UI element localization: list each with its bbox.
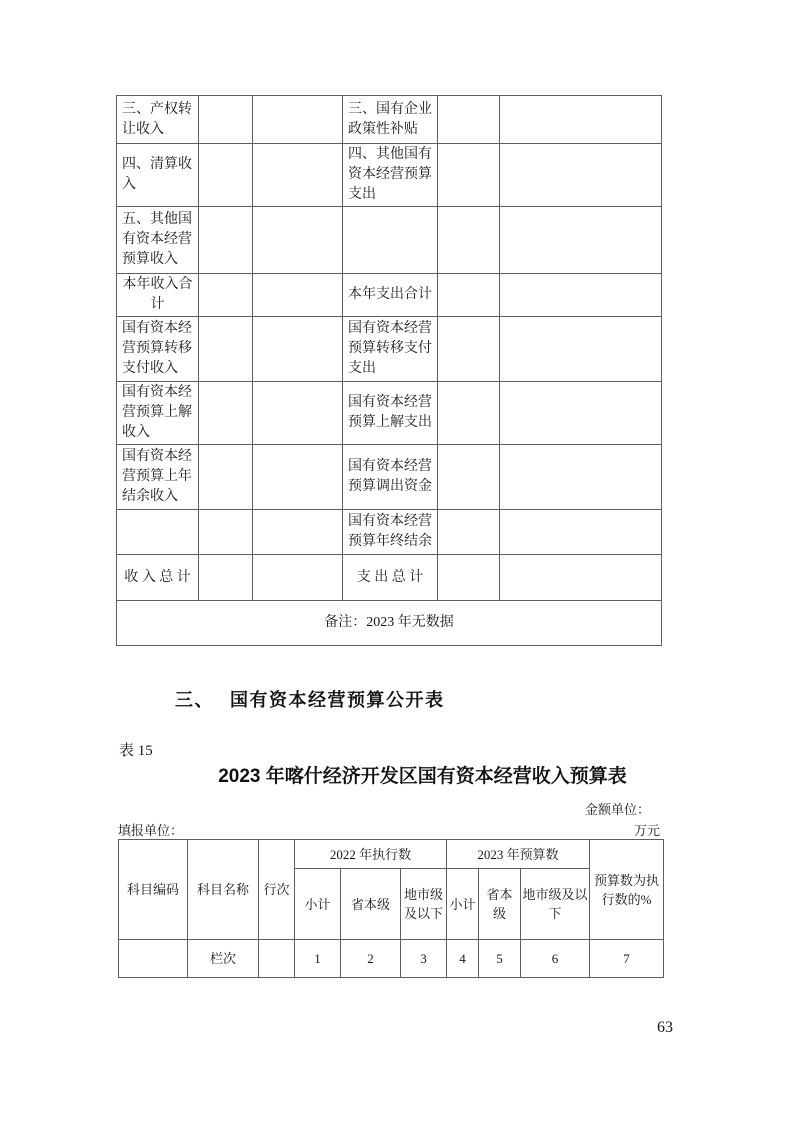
column-index-3: 3 xyxy=(401,940,447,978)
empty-amount-cell xyxy=(500,510,662,555)
empty-amount-cell xyxy=(199,207,253,274)
income-item-label: 四、清算收入 xyxy=(117,144,199,207)
header-municipal-2022: 地市级及以下 xyxy=(401,869,447,940)
income-budget-table xyxy=(118,839,664,978)
table-title: 2023 年喀什经济开发区国有资本经营收入预算表 xyxy=(218,766,627,787)
table-row xyxy=(117,445,662,510)
column-index-1: 1 xyxy=(295,940,341,978)
table-row xyxy=(117,510,662,555)
column-index-4: 4 xyxy=(447,940,479,978)
empty-amount-cell xyxy=(253,317,343,382)
income-item-label: 本年收入合计 xyxy=(117,274,199,317)
header-line-no: 行次 xyxy=(259,840,295,940)
table-row xyxy=(117,96,662,144)
table-row xyxy=(117,382,662,445)
empty-amount-cell xyxy=(438,96,500,144)
header-subject-code: 科目编码 xyxy=(119,840,188,940)
empty-amount-cell xyxy=(438,510,500,555)
income-item-label: 五、其他国有资本经营预算收入 xyxy=(117,207,199,274)
expense-item-label: 国有资本经营预算调出资金 xyxy=(343,445,438,510)
empty-cell xyxy=(119,940,188,978)
empty-amount-cell xyxy=(438,382,500,445)
empty-amount-cell xyxy=(253,96,343,144)
header-row-groups xyxy=(119,840,664,869)
expense-item-label: 国有资本经营预算上解支出 xyxy=(343,382,438,445)
empty-amount-cell xyxy=(438,274,500,317)
empty-amount-cell xyxy=(199,317,253,382)
expense-item-label: 三、国有企业政策性补贴 xyxy=(343,96,438,144)
empty-amount-cell xyxy=(500,445,662,510)
empty-amount-cell xyxy=(500,555,662,601)
empty-amount-cell xyxy=(500,144,662,207)
expense-item-label: 国有资本经营预算转移支付支出 xyxy=(343,317,438,382)
table-row xyxy=(117,555,662,601)
section-title: 国有资本经营预算公开表 xyxy=(230,690,445,710)
income-item-label: 三、产权转让收入 xyxy=(117,96,199,144)
empty-amount-cell xyxy=(438,207,500,274)
income-item-label xyxy=(117,510,199,555)
header-provincial-2023: 省本级 xyxy=(479,869,521,940)
header-subtotal-2023: 小计 xyxy=(447,869,479,940)
empty-amount-cell xyxy=(500,317,662,382)
empty-cell xyxy=(259,940,295,978)
header-subtotal-2022: 小计 xyxy=(295,869,341,940)
empty-amount-cell xyxy=(199,274,253,317)
header-provincial-2022: 省本级 xyxy=(341,869,401,940)
column-index-label: 栏次 xyxy=(188,940,259,978)
header-group-2023: 2023 年预算数 xyxy=(447,840,590,869)
table-row xyxy=(117,274,662,317)
empty-amount-cell xyxy=(199,144,253,207)
table-row xyxy=(117,144,662,207)
empty-amount-cell xyxy=(199,382,253,445)
amount-unit-label: 金额单位： xyxy=(584,802,650,817)
column-index-7: 7 xyxy=(590,940,664,978)
empty-amount-cell xyxy=(253,510,343,555)
empty-amount-cell xyxy=(438,445,500,510)
header-subject-name: 科目名称 xyxy=(188,840,259,940)
amount-unit-value: 万元 xyxy=(633,823,660,838)
table-note: 备注：2023 年无数据 xyxy=(117,601,662,646)
table-row xyxy=(117,317,662,382)
empty-amount-cell xyxy=(438,555,500,601)
empty-amount-cell xyxy=(199,510,253,555)
empty-amount-cell xyxy=(253,382,343,445)
table-number-label: 表 15 xyxy=(119,743,153,759)
header-ratio: 预算数为执行数的% xyxy=(590,840,664,940)
expense-item-label xyxy=(343,207,438,274)
section-heading xyxy=(175,686,445,712)
empty-amount-cell xyxy=(500,207,662,274)
income-item-label: 国有资本经营预算上年结余收入 xyxy=(117,445,199,510)
column-index-row xyxy=(119,940,664,978)
empty-amount-cell xyxy=(438,144,500,207)
expense-item-label: 四、其他国有资本经营预算支出 xyxy=(343,144,438,207)
page-number: 63 xyxy=(657,1019,673,1036)
column-index-2: 2 xyxy=(341,940,401,978)
empty-amount-cell xyxy=(500,382,662,445)
empty-amount-cell xyxy=(199,96,253,144)
expense-item-label: 本年支出合计 xyxy=(343,274,438,317)
expense-total-label: 支 出 总 计 xyxy=(343,555,438,601)
table-note-row xyxy=(117,601,662,646)
income-item-label: 国有资本经营预算上解收入 xyxy=(117,382,199,445)
capital-budget-summary-table xyxy=(116,95,662,646)
column-index-6: 6 xyxy=(521,940,590,978)
empty-amount-cell xyxy=(500,96,662,144)
empty-amount-cell xyxy=(500,274,662,317)
empty-amount-cell xyxy=(438,317,500,382)
table-row xyxy=(117,207,662,274)
reporting-unit-label: 填报单位： xyxy=(118,823,184,838)
column-index-5: 5 xyxy=(479,940,521,978)
empty-amount-cell xyxy=(199,445,253,510)
empty-amount-cell xyxy=(253,555,343,601)
expense-item-label: 国有资本经营预算年终结余 xyxy=(343,510,438,555)
empty-amount-cell xyxy=(253,445,343,510)
income-total-label: 收 入 总 计 xyxy=(117,555,199,601)
income-item-label: 国有资本经营预算转移支付收入 xyxy=(117,317,199,382)
empty-amount-cell xyxy=(253,274,343,317)
section-number: 三、 xyxy=(175,690,214,710)
empty-amount-cell xyxy=(199,555,253,601)
empty-amount-cell xyxy=(253,207,343,274)
header-group-2022: 2022 年执行数 xyxy=(295,840,447,869)
header-municipal-2023: 地市级及以下 xyxy=(521,869,590,940)
empty-amount-cell xyxy=(253,144,343,207)
